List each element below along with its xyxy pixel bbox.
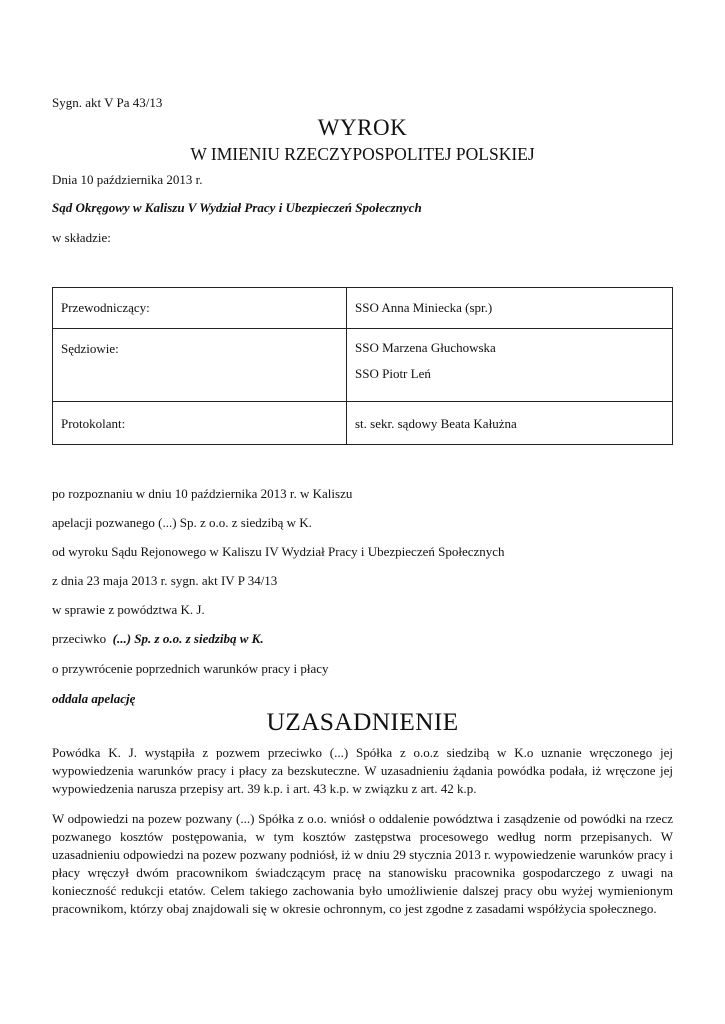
proceedings-line: o przywrócenie poprzednich warunków pracy i płacy xyxy=(52,661,329,676)
table-row xyxy=(53,288,673,329)
judges-label: Sędziowie: xyxy=(53,329,347,402)
table-row xyxy=(53,329,673,402)
document-title: WYROK xyxy=(317,115,408,140)
ruling-text: oddala apelację xyxy=(52,691,136,706)
ruling-date: Dnia 10 października 2013 r. xyxy=(52,172,203,187)
against-prefix: przeciwko xyxy=(52,631,113,646)
justification-paragraph: W odpowiedzi na pozew pozwany (...) Spółka z o.o. wniósł o oddalenie powództwa i zasądzenie od powódki na rzecz pozwanego kosztów postępowania, w tym kosztów zastępstwa procesowego według norm przepisanych. W uzasadnieniu odpowiedzi na pozew pozwany podniósł, iż w dniu 29 stycznia 2013 r. wypowiedzenie warunków pracy i płacy wręczył dwóm pracownikom świadczącym pracę na stanowisku pracownika gospodarczego z uwagi na konieczność redukcji etatów. Celem takiego zachowania było umożliwienie dalszej pracy obu wyżej wymienionym pracownikom, którzy obaj znajdowali się w okresie ochronnym, co jest zgodne z zasadami współżycia społecznego. xyxy=(52,811,673,916)
case-signature: Sygn. akt V Pa 43/13 xyxy=(52,95,163,110)
judge-name: SSO Marzena Głuchowska xyxy=(355,340,496,355)
chair-value: SSO Anna Miniecka (spr.) xyxy=(347,288,673,329)
proceedings-line: z dnia 23 maja 2013 r. sygn. akt IV P 34/13 xyxy=(52,573,278,588)
document-subtitle: W IMIENIU RZECZYPOSPOLITEJ POLSKIEJ xyxy=(190,144,535,164)
proceedings-line: od wyroku Sądu Rejonowego w Kaliszu IV Wydział Pracy i Ubezpieczeń Społecznych xyxy=(52,544,505,559)
proceedings-line: w sprawie z powództwa K. J. xyxy=(52,602,205,617)
clerk-label: Protokolant: xyxy=(53,402,347,445)
proceedings-line: apelacji pozwanego (...) Sp. z o.o. z siedzibą w K. xyxy=(52,515,312,530)
justification-paragraph: Powódka K. J. wystąpiła z pozwem przeciwko (...) Spółka z o.o.z siedzibą w K.o uznanie wręczonego jej wypowiedzenia warunków pracy i płacy za bezskuteczne. W uzasadnieniu żądania powódka podała, iż wręczone jej wypowiedzenia narusza przepisy art. 39 k.p. i art. 43 k.p. w związku z art. 42 k.p. xyxy=(52,745,673,796)
against-line xyxy=(52,631,264,647)
defendant-party: (...) Sp. z o.o. z siedzibą w K. xyxy=(112,631,264,646)
chair-label: Przewodniczący: xyxy=(53,288,347,329)
composition-label: w składzie: xyxy=(52,230,111,245)
bench-table xyxy=(52,287,673,445)
table-row xyxy=(53,402,673,445)
judges-value xyxy=(347,329,673,402)
proceedings-line: po rozpoznaniu w dniu 10 października 2013 r. w Kaliszu xyxy=(52,486,353,501)
judge-name: SSO Piotr Leń xyxy=(355,366,431,381)
clerk-value: st. sekr. sądowy Beata Kałużna xyxy=(347,402,673,445)
court-name: Sąd Okręgowy w Kaliszu V Wydział Pracy i Ubezpieczeń Społecznych xyxy=(52,200,422,215)
justification-title: UZASADNIENIE xyxy=(266,707,459,736)
